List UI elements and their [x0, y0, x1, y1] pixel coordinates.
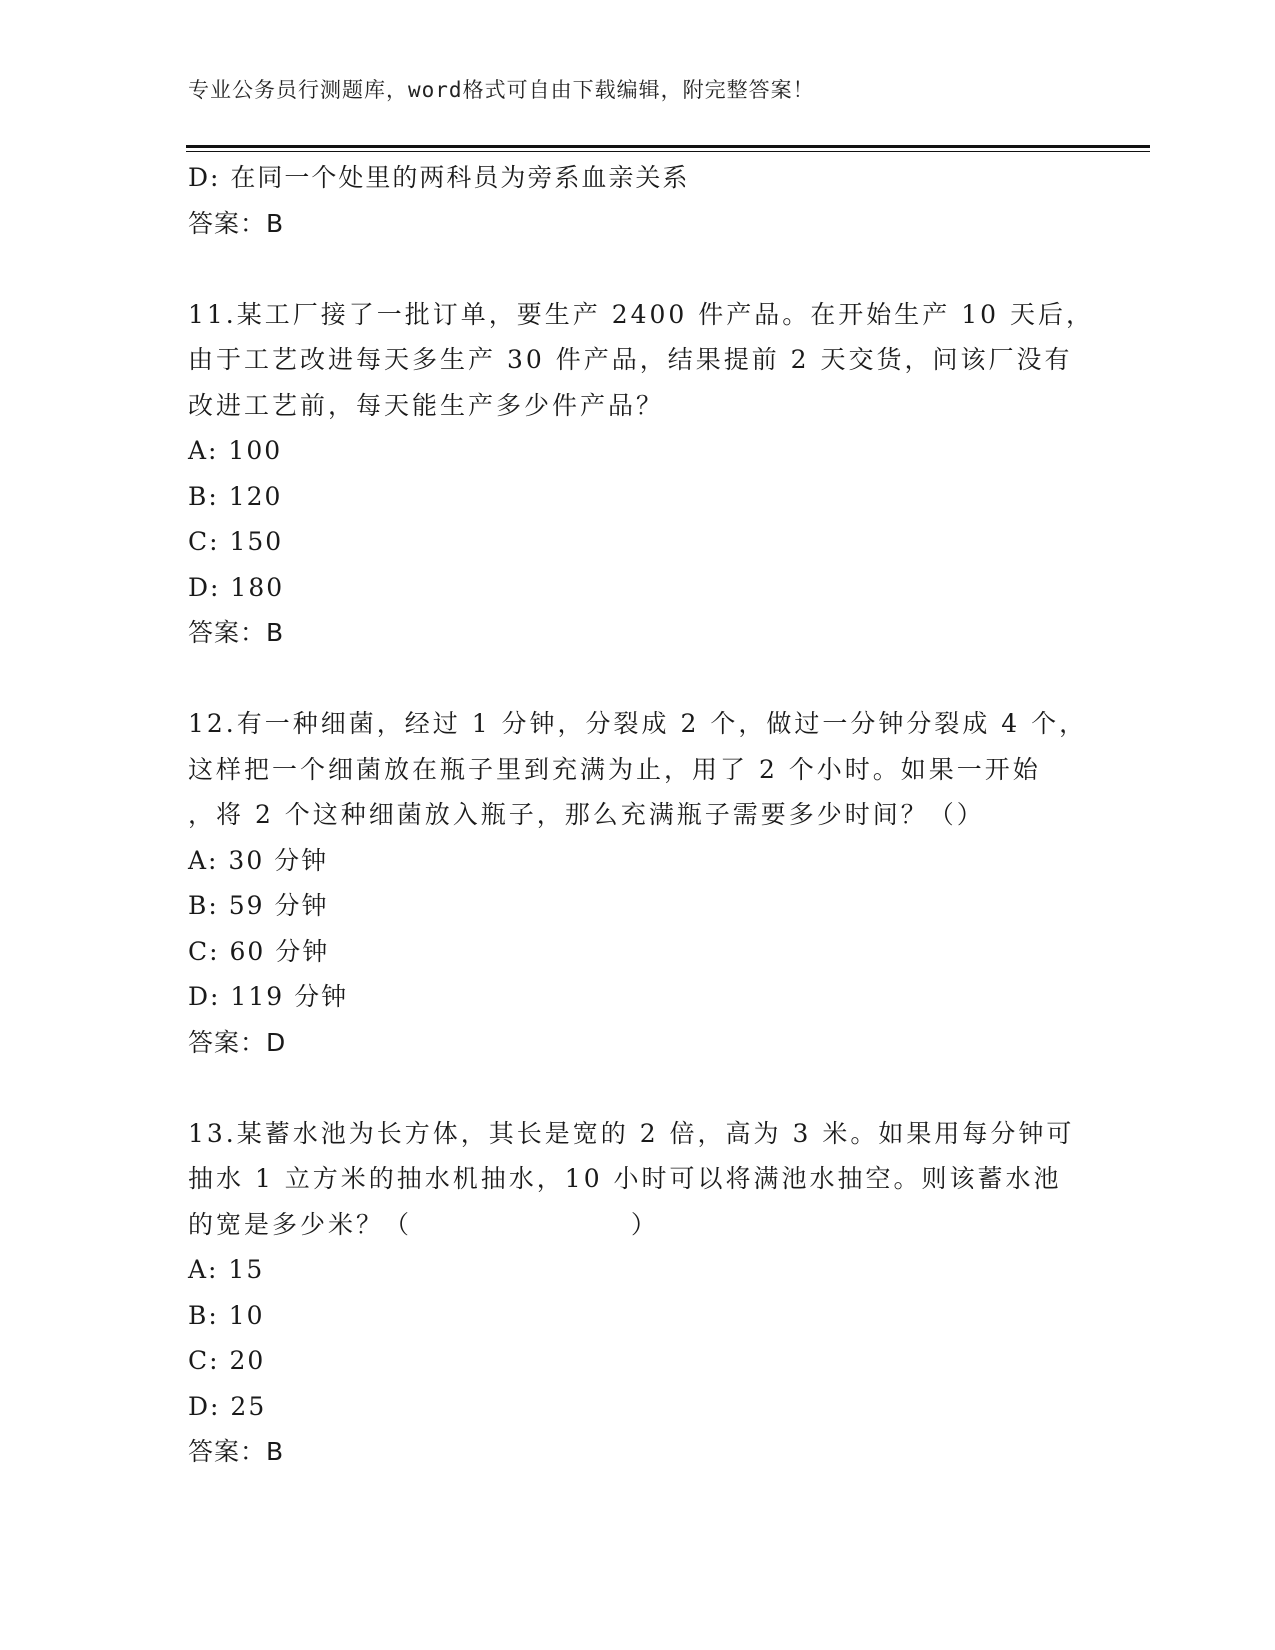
option-c: C: 60 分钟	[188, 936, 330, 966]
spacer	[188, 246, 1088, 292]
option-a: A: 100	[188, 436, 283, 465]
option-d: D: 25	[188, 1391, 267, 1421]
option-d: D: 在同一个处里的两科员为旁系血亲关系	[188, 163, 690, 192]
stem-line: 改进工艺前，每天能生产多少件产品？	[188, 390, 665, 420]
option-c: C: 20	[188, 1346, 266, 1375]
option-a: A: 30 分钟	[188, 845, 329, 875]
stem-line: 12.有一种细菌，经过 1 分钟，分裂成 2 个，做过一分钟分裂成 4 个，	[188, 709, 1088, 738]
document-body	[188, 155, 1094, 1475]
spacer	[188, 1065, 1088, 1111]
question-13	[188, 1111, 1088, 1475]
answer: 答案：B	[188, 1437, 285, 1466]
stem-line: 的宽是多少米？（ ）	[188, 1209, 659, 1239]
stem-line: 抽水 1 立方米的抽水机抽水，10 小时可以将满池水抽空。则该蓄水池	[188, 1164, 1062, 1193]
option-b: B: 10	[188, 1300, 265, 1330]
option-d: D: 119 分钟	[188, 982, 349, 1011]
answer: 答案：D	[188, 1027, 287, 1057]
option-a: A: 15	[188, 1255, 265, 1284]
stem-line: 11.某工厂接了一批订单，要生产 2400 件产品。在开始生产 10 天后，	[188, 299, 1094, 329]
answer: 答案：B	[188, 208, 285, 238]
stem-line: 由于工艺改进每天多生产 30 件产品，结果提前 2 天交货，问该厂没有	[188, 345, 1073, 374]
continuation-block	[188, 155, 1088, 246]
stem-line: ，将 2 个这种细菌放入瓶子，那么充满瓶子需要多少时间？（）	[188, 800, 985, 829]
question-11	[188, 292, 1094, 656]
question-stem	[188, 292, 1094, 429]
question-stem	[188, 1111, 1088, 1248]
spacer	[188, 656, 1088, 702]
option-b: B: 59 分钟	[188, 891, 329, 920]
header-rule-thick	[186, 145, 1150, 148]
stem-line: 这样把一个细菌放在瓶子里到充满为止，用了 2 个小时。如果一开始	[188, 754, 1041, 784]
stem-line: 13.某蓄水池为长方体，其长是宽的 2 倍，高为 3 米。如果用每分钟可	[188, 1118, 1075, 1148]
option-b: B: 120	[188, 481, 283, 511]
question-12	[188, 701, 1088, 1065]
option-d: D: 180	[188, 572, 285, 602]
header-rule-thin	[186, 151, 1150, 152]
question-stem	[188, 701, 1088, 838]
option-c: C: 150	[188, 527, 284, 556]
answer: 答案：B	[188, 618, 285, 647]
page-header: 专业公务员行测题库，word格式可自由下载编辑，附完整答案！	[188, 78, 815, 102]
